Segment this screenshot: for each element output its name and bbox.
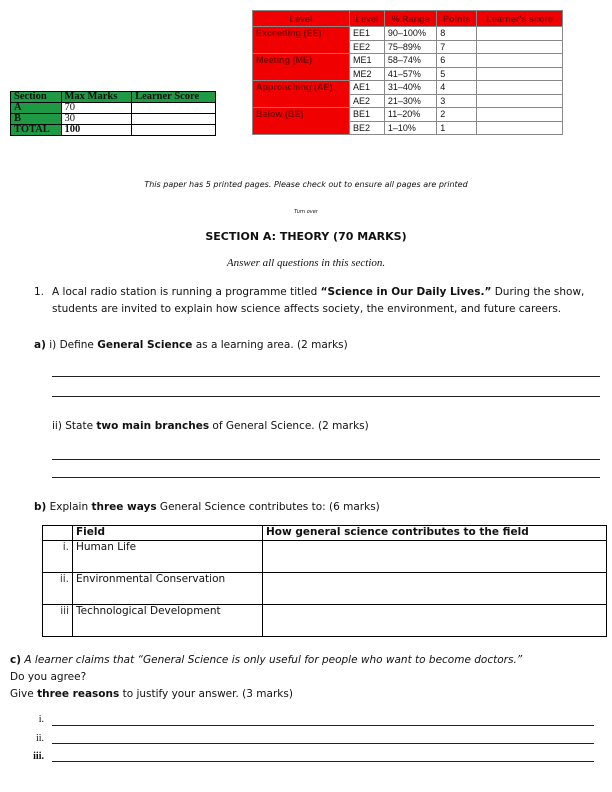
col-header: How general science contributes to the field [263, 526, 607, 541]
score-cell [477, 108, 563, 122]
range: 75–89% [384, 40, 436, 54]
numeral: ii. [35, 733, 44, 744]
answer-line[interactable] [52, 477, 600, 478]
level-name: Meeting (ME) [253, 54, 350, 81]
section-title: SECTION A: THEORY (70 MARKS) [205, 230, 407, 243]
points: 8 [437, 27, 477, 41]
level-name: Exceeding (EE) [253, 27, 350, 54]
q1-number: 1. [34, 286, 45, 298]
points: 4 [437, 81, 477, 95]
section-label: B [11, 114, 62, 125]
text: as a learning area. (2 marks) [192, 339, 348, 351]
bold: three reasons [37, 688, 120, 700]
level-code: ME2 [350, 67, 385, 81]
label: c) [10, 654, 22, 666]
answer-line[interactable] [52, 459, 600, 460]
level-code: EE2 [350, 40, 385, 54]
learner-score-cell [132, 103, 216, 114]
range: 1–10% [384, 121, 436, 135]
row-number: iii [43, 605, 73, 637]
bold: three ways [91, 501, 157, 513]
text: During the show, students are invited to explain how science affects society, the environment, and future careers. [52, 286, 585, 315]
section-label: A [11, 103, 62, 114]
qa-ii-text [52, 418, 369, 435]
col-header: Section [11, 92, 62, 103]
section-label: TOTAL [11, 125, 62, 136]
max-marks: 100 [61, 125, 132, 136]
range: 58–74% [384, 54, 436, 68]
bold: two main branches [96, 420, 210, 432]
score-cell [477, 54, 563, 68]
learner-score-cell [132, 114, 216, 125]
answer-line[interactable] [52, 376, 600, 377]
qc-give [10, 686, 293, 703]
qa-text [34, 337, 348, 354]
row-number: ii. [43, 573, 73, 605]
field-name: Environmental Conservation [73, 573, 263, 605]
text: i) Define [49, 339, 98, 351]
text: Give [10, 688, 38, 700]
col-header: Level [350, 11, 385, 27]
blank-header [43, 526, 73, 541]
level-name: Below (BE) [253, 108, 350, 135]
field-name: Technological Development [73, 605, 263, 637]
marks-summary-table [10, 91, 216, 136]
range: 41–57% [384, 67, 436, 81]
pages-notice: This paper has 5 printed pages. Please check out to ensure all pages are printed [144, 180, 468, 189]
qc-ask: Do you agree? [10, 671, 87, 683]
label: b) [34, 501, 47, 513]
level-code: AE2 [350, 94, 385, 108]
col-header: Learner's score [477, 11, 563, 27]
instruction: Answer all questions in this section. [226, 257, 386, 269]
score-cell [477, 40, 563, 54]
col-header: Max Marks [61, 92, 132, 103]
answer-line[interactable] [52, 743, 594, 744]
answer-line[interactable] [52, 396, 600, 397]
max-marks: 30 [61, 114, 132, 125]
max-marks: 70 [61, 103, 132, 114]
points: 6 [437, 54, 477, 68]
bold: General Science [97, 339, 193, 351]
answer-cell[interactable] [263, 573, 607, 605]
level-name: Approaching (AE) [253, 81, 350, 108]
answer-line[interactable] [52, 761, 594, 762]
score-cell [477, 94, 563, 108]
level-code: ME1 [350, 54, 385, 68]
label: a) [34, 339, 46, 351]
qb-text [34, 499, 380, 516]
numeral: i. [38, 714, 44, 725]
range: 11–20% [384, 108, 436, 122]
score-cell [477, 121, 563, 135]
text: to justify your answer. (3 marks) [119, 688, 293, 700]
level-code: BE1 [350, 108, 385, 122]
range: 21–30% [384, 94, 436, 108]
programme-title: “Science in Our Daily Lives.” [320, 286, 492, 298]
text: General Science contributes to: (6 marks) [156, 501, 380, 513]
col-header: Points [437, 11, 477, 27]
points: 3 [437, 94, 477, 108]
col-header: % Range [384, 11, 436, 27]
text: of General Science. (2 marks) [209, 420, 369, 432]
field-name: Human Life [73, 541, 263, 573]
col-header: Learner Score [132, 92, 216, 103]
range: 31–40% [384, 81, 436, 95]
score-cell [477, 81, 563, 95]
learner-score-cell [132, 125, 216, 136]
q1-text [52, 284, 608, 318]
numeral: iii. [33, 751, 44, 762]
claim: A learner claims that “General Science is only useful for people who want to become doctors.” [24, 654, 523, 666]
col-header: Level [253, 11, 350, 27]
points: 7 [437, 40, 477, 54]
points: 2 [437, 108, 477, 122]
answer-line[interactable] [52, 725, 594, 726]
level-code: AE1 [350, 81, 385, 95]
answer-cell[interactable] [263, 605, 607, 637]
turn-over: Turn over [294, 209, 318, 215]
level-code: EE1 [350, 27, 385, 41]
qc-claim [10, 652, 522, 669]
range: 90–100% [384, 27, 436, 41]
row-number: i. [43, 541, 73, 573]
text: ii) State [52, 420, 97, 432]
points: 5 [437, 67, 477, 81]
points: 1 [437, 121, 477, 135]
score-cell [477, 67, 563, 81]
col-header: Field [73, 526, 263, 541]
answer-cell[interactable] [263, 541, 607, 573]
text: Explain [49, 501, 92, 513]
text: A local radio station is running a programme titled [52, 286, 321, 298]
score-cell [477, 27, 563, 41]
performance-levels-table [252, 10, 563, 135]
level-code: BE2 [350, 121, 385, 135]
fields-table [42, 525, 607, 637]
